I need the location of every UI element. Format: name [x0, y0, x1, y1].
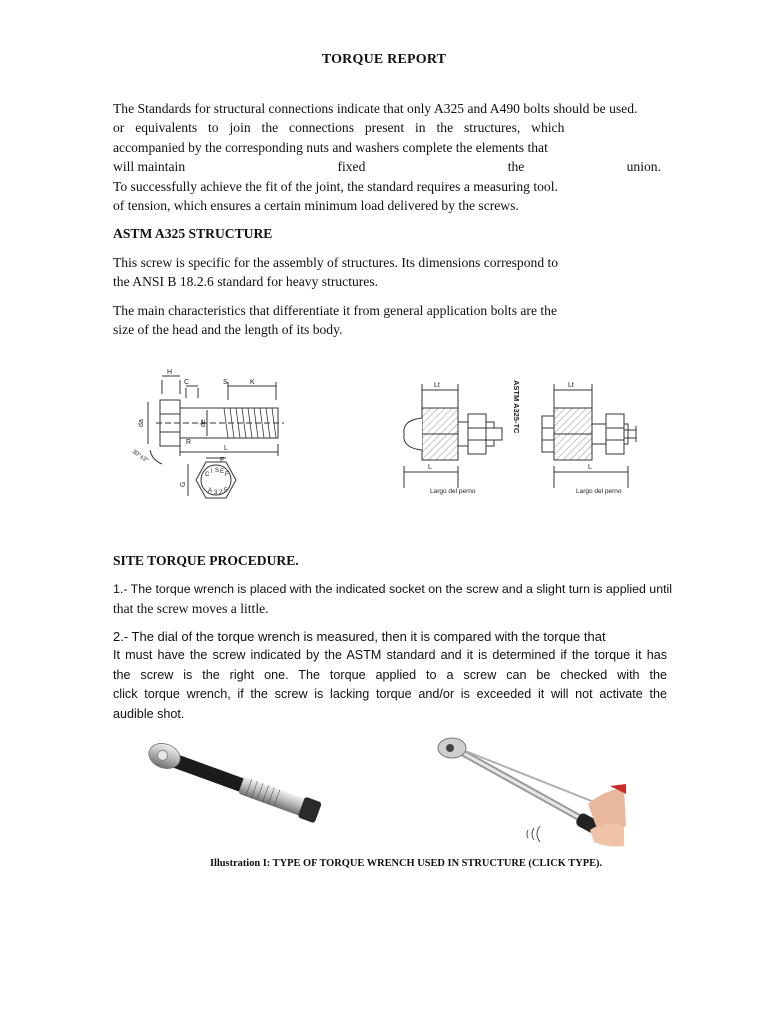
torque-wrench-image-right: [428, 734, 628, 856]
procedure-step-2: [113, 627, 667, 724]
dim-label-angle: 30°±3°: [130, 448, 150, 465]
intro-line-5: To successfully achieve the fit of the joint, the standard requires a measuring tool.: [113, 178, 558, 194]
astm-tc-vertical-label: ASTM A325-TC: [512, 380, 521, 434]
step2-line-1: [113, 627, 667, 646]
head-mark: S: [215, 468, 220, 474]
dim-label-de: de: [200, 419, 207, 427]
dim-label-h: H: [167, 369, 173, 376]
dim-label-lt-left: Lt: [434, 382, 440, 389]
section-heading-procedure: SITE TORQUE PROCEDURE.: [113, 553, 299, 568]
head-mark: C: [205, 472, 210, 478]
caption-right: Largo del perno: [576, 488, 622, 495]
head-mark: 5: [224, 488, 228, 494]
dim-label-s: S: [223, 379, 228, 386]
document-title: TORQUE REPORT: [321, 52, 447, 67]
intro-line-2: or equivalents to join the connections present in the structures, which: [113, 120, 565, 136]
step2-line-5: audible shot.: [113, 706, 185, 721]
dim-label-c: C: [184, 379, 190, 386]
caption-left: Largo del perno: [430, 488, 476, 495]
dim-label-r: R: [186, 439, 192, 446]
astm-paragraph-1: [113, 253, 668, 292]
section-heading-astm: ASTM A325 STRUCTURE: [113, 226, 273, 241]
intro-line-3: accompanied by the corresponding nuts and washers complete the elements that: [113, 139, 548, 155]
head-mark: 3: [214, 490, 218, 496]
dim-label-k: K: [250, 379, 255, 386]
bolt-assembly-diagram: [396, 372, 648, 508]
step2-line-2: It must have the screw indicated by the ASTM standard and it is determined if the torque it has: [113, 648, 667, 663]
illustration-caption: Illustration I: TYPE OF TORQUE WRENCH USED IN STRUCTURE (CLICK TYPE).: [209, 858, 603, 869]
dim-label-da: da: [138, 419, 145, 427]
astm-p1-line-2: the ANSI B 18.2.6 standard for heavy structures.: [113, 274, 379, 290]
astm-p2-line-2: size of the head and the length of its body.: [113, 322, 343, 338]
intro-word: fixed: [337, 159, 366, 175]
bolt-dimension-diagram: [128, 364, 296, 524]
step1-line-1: 1.- The torque wrench is placed with the indicated socket on the screw and a slight turn is applied until: [113, 582, 673, 596]
astm-p1-line-1: This screw is specific for the assembly of structures. Its dimensions correspond to: [113, 255, 559, 270]
dim-label-lt-right: Lt: [568, 382, 574, 389]
head-mark: 2: [219, 490, 223, 496]
astm-paragraph-2: [113, 301, 668, 340]
step1-line-2: that the screw moves a little.: [113, 601, 269, 616]
intro-line-1: The Standards for structural connections indicate that only A325 and A490 bolts should be used.: [113, 101, 638, 116]
head-mark: A: [208, 488, 213, 494]
astm-p2-line-1: The main characteristics that differentiate it from general application bolts are the: [113, 303, 558, 318]
step2-line-3: the screw is the right one. The torque applied to a screw can be checked with the: [113, 667, 667, 682]
intro-word: union.: [626, 159, 661, 175]
head-mark: F: [225, 472, 229, 478]
dim-label-l-right: L: [588, 464, 592, 471]
dim-label-f: F: [220, 457, 225, 464]
dim-label-g: G: [180, 481, 187, 487]
dim-label-l-left: L: [428, 464, 432, 471]
intro-paragraph: [113, 99, 668, 215]
step2-line-1-text: 2.- The dial of the torque wrench is measured, then it is compared with the torque that: [113, 629, 606, 644]
intro-word: the: [507, 159, 525, 175]
intro-line-6: of tension, which ensures a certain minimum load delivered by the screws.: [113, 198, 519, 214]
intro-line-4: [113, 157, 661, 176]
procedure-step-1: [113, 579, 673, 619]
head-mark: I: [211, 469, 213, 475]
torque-wrench-image-left: [134, 740, 334, 846]
step2-line-4: click torque wrench, if the screw is lacking torque and/or is exceeded it will not activate the: [113, 687, 667, 702]
head-mark: E: [220, 469, 225, 475]
intro-word: will maintain: [113, 159, 186, 175]
dim-label-l: L: [224, 445, 228, 452]
